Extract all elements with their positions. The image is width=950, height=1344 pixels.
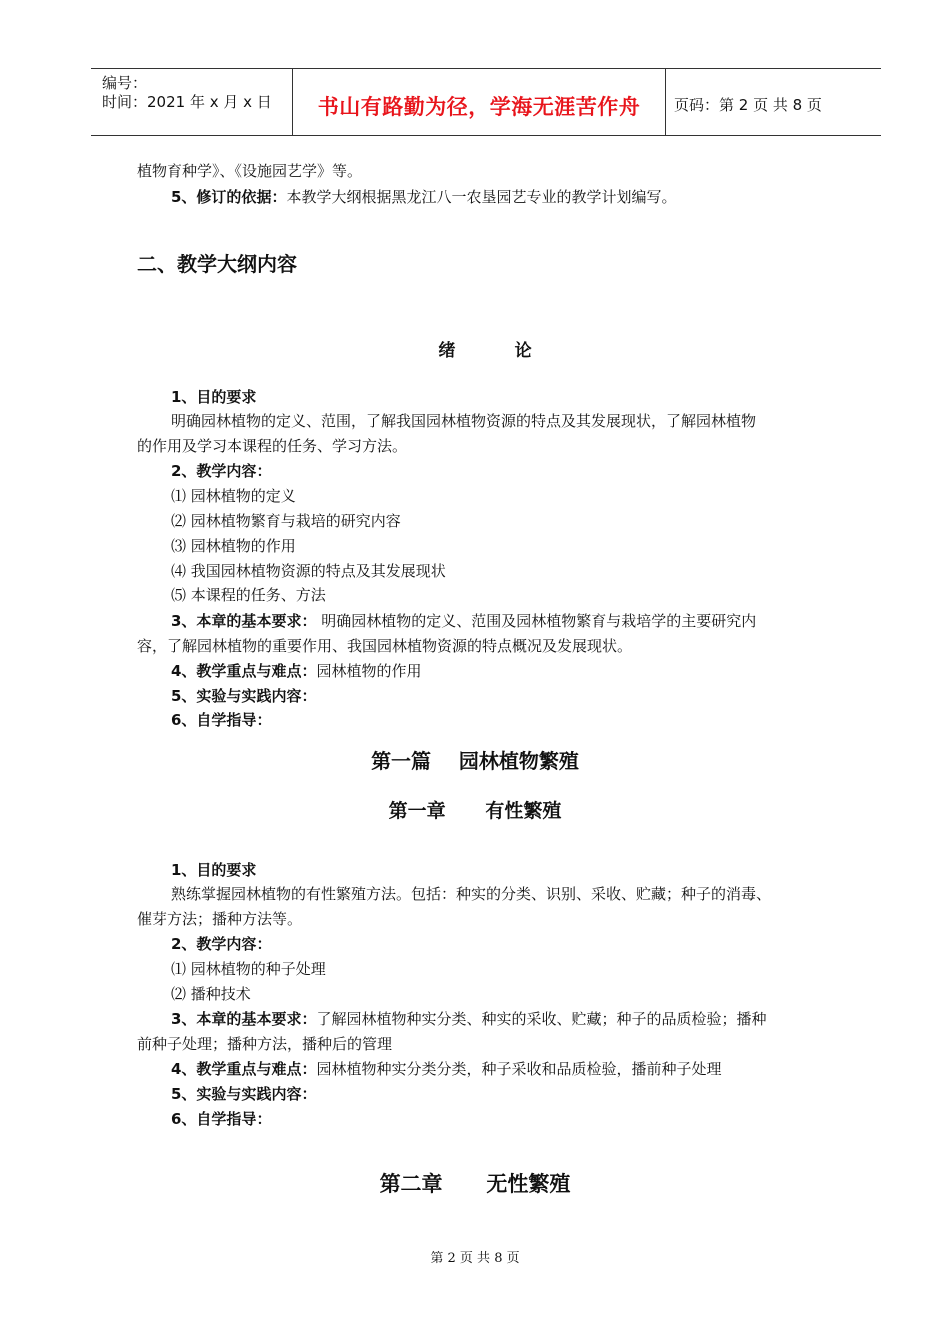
doc-code-label: 编号： (102, 74, 148, 92)
intro-basic-requirements (171, 611, 756, 631)
intro-key-label: 4、教学重点与难点： (171, 662, 317, 680)
revision-basis-text: 本教学大纲根据黑龙江八一农垦园艺专业的教学计划编写。 (286, 188, 677, 206)
header-motto-cell (293, 69, 666, 135)
chapter-title: 第二章 无性繁殖 (379, 1172, 571, 1196)
doc-time-label: 时间：2021 年 x 月 x 日 (102, 93, 272, 111)
section-title: 二、教学大纲内容 (137, 252, 297, 276)
ch1-basic-text-2: 前种子处理；播种方法，播种后的管理 (137, 1035, 393, 1053)
list-item: ⑵ 园林植物繁育与栽培的研究内容 (171, 512, 401, 530)
intro-goal-text-2: 的作用及学习本课程的任务、学习方法。 (137, 437, 408, 455)
ch1-basic-text-1: 了解园林植物种实分类、种实的采收、贮藏；种子的品质检验；播种 (316, 1010, 767, 1028)
ch1-goal-label: 1、目的要求 (171, 861, 257, 879)
intro-key-text: 园林植物的作用 (316, 662, 422, 680)
list-item: ⑶ 园林植物的作用 (171, 537, 296, 555)
intro-basic-text-2: 容，了解园林植物的重要作用、我国园林植物资源的特点概况及发展现状。 (137, 637, 633, 655)
header-page-cell (666, 69, 881, 135)
list-item: ⑴ 园林植物的定义 (171, 487, 296, 505)
revision-basis (171, 187, 676, 207)
list-item: ⑴ 园林植物的种子处理 (171, 960, 326, 978)
intro-basic-label: 3、本章的基本要求： (171, 612, 317, 630)
ch1-basic-label: 3、本章的基本要求： (171, 1010, 317, 1028)
intro-continuation: 植物育种学》、《设施园艺学》等。 (137, 162, 363, 180)
ch1-content-label: 2、教学内容： (171, 935, 272, 953)
intro-goal-text-1: 明确园林植物的定义、范围，了解我国园林植物资源的特点及其发展现状，了解园林植物 (171, 412, 757, 430)
intro-basic-text-1: 明确园林植物的定义、范围及园林植物繁育与栽培学的主要研究内 (316, 612, 757, 630)
ch1-self-study-label: 6、自学指导： (171, 1110, 272, 1128)
ch1-key-label: 4、教学重点与难点： (171, 1060, 317, 1078)
intro-key-points (171, 661, 421, 681)
part-title: 第一篇 园林植物繁殖 (371, 749, 579, 773)
list-item: ⑵ 播种技术 (171, 985, 251, 1003)
page-header (91, 68, 881, 136)
intro-practice-label: 5、实验与实践内容： (171, 687, 317, 705)
ch1-practice-label: 5、实验与实践内容： (171, 1085, 317, 1103)
page-footer: 第 2 页 共 8 页 (430, 1251, 520, 1266)
ch1-key-points (171, 1059, 721, 1079)
list-item: ⑷ 我国园林植物资源的特点及其发展现状 (171, 562, 446, 580)
header-info-cell (91, 69, 293, 135)
intro-goal-label: 1、目的要求 (171, 388, 257, 406)
header-motto: 书山有路勤为径，学海无涯苦作舟 (317, 95, 641, 119)
intro-chapter-title: 绪 论 (438, 341, 532, 361)
chapter-title: 第一章 有性繁殖 (388, 800, 562, 822)
ch1-goal-text-1: 熟练掌握园林植物的有性繁殖方法。包括：种实的分类、识别、采收、贮藏；种子的消毒、 (171, 885, 772, 903)
list-item: ⑸ 本课程的任务、方法 (171, 586, 326, 604)
intro-content-label: 2、教学内容： (171, 462, 272, 480)
ch1-basic-requirements (171, 1009, 766, 1029)
header-page-number: 页码：第 2 页 共 8 页 (674, 96, 822, 114)
ch1-key-text: 园林植物种实分类分类，种子采收和品质检验，播前种子处理 (316, 1060, 722, 1078)
ch1-goal-text-2: 催芽方法；播种方法等。 (137, 910, 303, 928)
intro-self-study-label: 6、自学指导： (171, 711, 272, 729)
revision-basis-label: 5、修订的依据： (171, 188, 287, 206)
